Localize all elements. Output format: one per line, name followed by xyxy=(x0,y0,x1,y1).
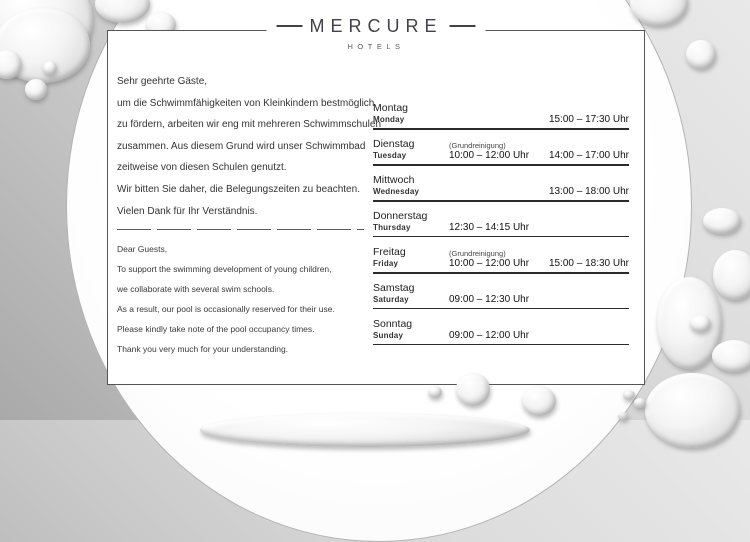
day-name-de: Donnerstag xyxy=(373,210,428,222)
german-notice-line: um die Schwimmfähigkeiten von Kleinkindern bestmöglich xyxy=(117,97,375,109)
pool-schedule xyxy=(373,99,629,351)
day-name-de: Montag xyxy=(373,102,409,114)
german-notice-line: Vielen Dank für Ihr Verständnis. xyxy=(117,205,258,217)
time-slot-mid: 10:00 – 12:00 Uhr xyxy=(449,258,530,269)
notice-text-column xyxy=(117,71,381,359)
day-name-en: Monday xyxy=(373,115,405,124)
day-name-de: Samstag xyxy=(373,282,415,294)
german-notice-line: zu fördern, arbeiten wir eng mit mehreren Schwimmschulen xyxy=(117,119,381,131)
cleaning-note: (Grundreinigung) xyxy=(449,249,506,258)
english-notice-line: To support the swimming development of young children, xyxy=(117,264,332,275)
schedule-row-tuesday xyxy=(373,135,629,164)
english-notice-line: Dear Guests, xyxy=(117,244,168,255)
water-droplet xyxy=(645,373,740,448)
water-droplet xyxy=(25,79,47,100)
english-notice-line: we collaborate with several swim schools. xyxy=(117,284,275,295)
day-name-de: Sonntag xyxy=(373,318,413,330)
schedule-row-monday xyxy=(373,99,629,128)
german-notice-line: zusammen. Aus diesem Grund wird unser Schwimmbad xyxy=(117,140,366,152)
mercure-logo xyxy=(266,11,485,51)
time-slot-right: 15:00 – 17:30 Uhr xyxy=(548,114,629,125)
english-notice xyxy=(117,239,371,359)
english-notice-line: Thank you very much for your understanding. xyxy=(117,344,289,355)
english-notice-line: Please kindly take note of the pool occupancy times. xyxy=(117,324,315,335)
day-name-de: Dienstag xyxy=(373,138,415,150)
german-notice-line: zeitweise von diesen Schulen genutzt. xyxy=(117,162,287,174)
schedule-row-thursday xyxy=(373,207,629,236)
german-notice-line: Sehr geehrte Gäste, xyxy=(117,76,208,87)
schedule-row-wednesday xyxy=(373,171,629,200)
day-name-en: Friday xyxy=(373,259,399,268)
schedule-row-sunday xyxy=(373,315,629,344)
time-slot-right: 13:00 – 18:00 Uhr xyxy=(548,186,629,197)
cleaning-note: (Grundreinigung) xyxy=(449,141,506,150)
day-name-en: Tuesday xyxy=(373,151,407,160)
water-droplet xyxy=(712,340,750,372)
german-notice-line: Wir bitten Sie daher, die Belegungszeiten zu beachten. xyxy=(117,183,360,195)
german-notice xyxy=(117,71,381,222)
water-droplet xyxy=(713,250,750,300)
day-name-en: Sunday xyxy=(373,331,404,340)
brand-subtitle: HOTELS xyxy=(347,42,405,51)
logo-dash-right xyxy=(450,25,476,27)
time-slot-mid: 12:30 – 14:15 Uhr xyxy=(449,222,530,233)
brand-name: MERCURE xyxy=(309,15,443,36)
time-slot-mid: 09:00 – 12:30 Uhr xyxy=(449,294,530,305)
day-name-en: Thursday xyxy=(373,223,411,232)
time-slot-mid: 10:00 – 12:00 Uhr xyxy=(449,150,530,161)
water-droplet xyxy=(690,315,711,332)
logo-dash-left xyxy=(276,25,302,27)
day-name-de: Freitag xyxy=(373,246,406,258)
water-droplet xyxy=(703,208,741,234)
time-slot-right: 15:00 – 18:30 Uhr xyxy=(548,258,629,269)
day-name-en: Wednesday xyxy=(373,187,420,196)
dashed-divider xyxy=(117,229,364,230)
water-droplet xyxy=(686,40,716,69)
schedule-row-saturday xyxy=(373,279,629,308)
day-name-en: Saturday xyxy=(373,295,409,304)
notice-card xyxy=(107,30,645,385)
water-droplet xyxy=(43,61,57,75)
time-slot-mid: 09:00 – 12:00 Uhr xyxy=(449,330,530,341)
day-name-de: Mittwoch xyxy=(373,174,415,186)
time-slot-right: 14:00 – 17:00 Uhr xyxy=(548,150,629,161)
schedule-row-friday xyxy=(373,243,629,272)
water-droplet xyxy=(634,398,646,408)
english-notice-line: As a result, our pool is occasionally reserved for their use. xyxy=(117,304,335,315)
